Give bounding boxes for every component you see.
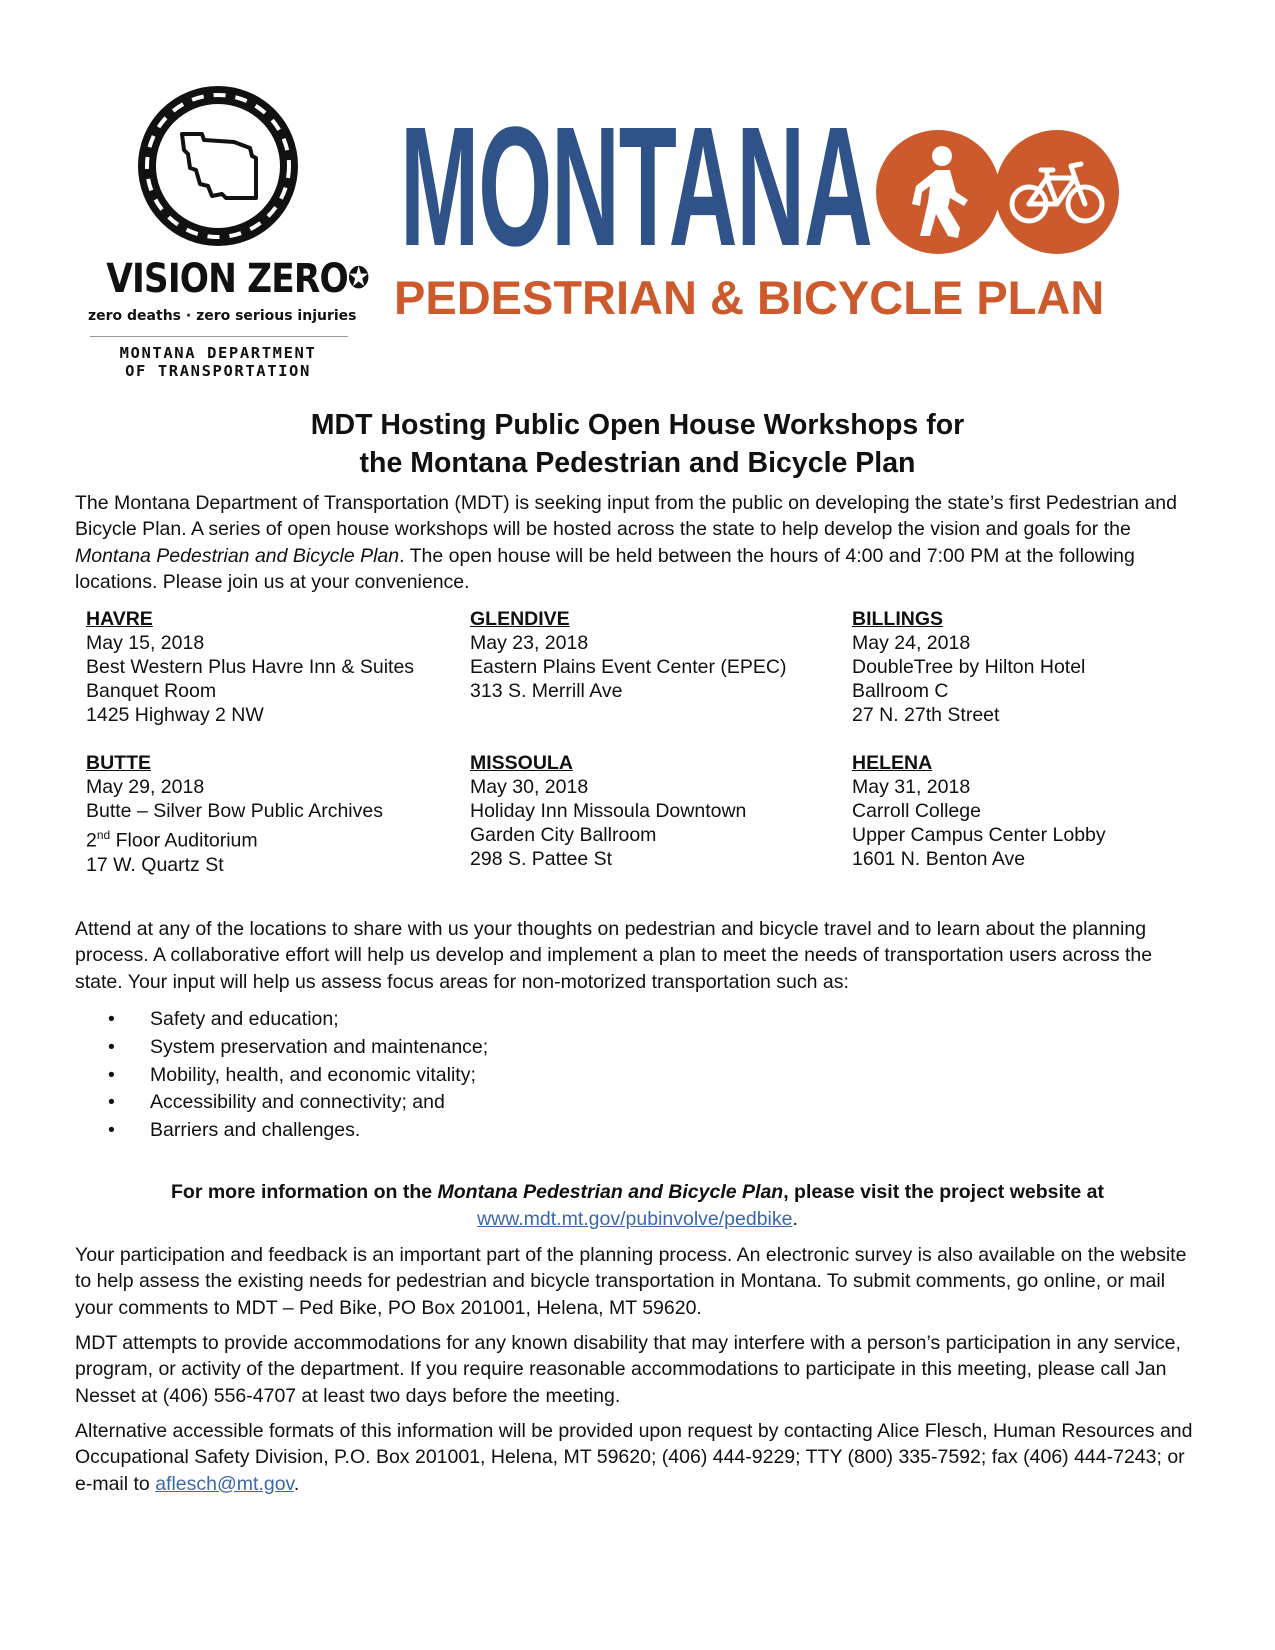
page-title: [0, 406, 1275, 482]
location-address: 1601 N. Benton Ave: [852, 848, 1026, 870]
location-address: 27 N. 27th Street: [852, 704, 1000, 726]
list-item: • System preservation and maintenance;: [108, 1034, 1008, 1062]
bullet-icon: •: [108, 1063, 115, 1086]
project-website-link[interactable]: www.mdt.mt.gov/pubinvolve/pedbike: [477, 1207, 793, 1230]
location-city: MISSOULA: [470, 752, 573, 774]
page-title-line1: MDT Hosting Public Open House Workshops for: [310, 409, 965, 441]
more-info: For more information on the Montana Pedestrian and Bicycle Plan, please visit the project website at www.mdt.mt.gov/pubinvolve/pedbike.: [171, 1181, 1104, 1230]
location-glendive: [470, 607, 850, 703]
location-helena: [852, 751, 1232, 871]
plan-name: Montana Pedestrian and Bicycle Plan: [437, 1181, 784, 1203]
location-missoula: [470, 751, 850, 871]
location-room: Ballroom C: [852, 680, 949, 702]
bullet-icon: •: [108, 1091, 115, 1114]
location-billings: [852, 607, 1232, 727]
location-city: BILLINGS: [852, 608, 943, 630]
list-item: • Safety and education;: [108, 1006, 1008, 1034]
intro-paragraph: The Montana Department of Transportation (MDT) is seeking input from the public on developing the state’s first Pedestrian and Bicycle Plan. A series of open house workshops will be hosted across the state to help develop the vision and goals for the Montana Pedestrian and Bicycle Plan. The open house will be held between the hours of 4:00 and 7:00 PM at the following locations. Please join us at your convenience.: [75, 492, 1177, 593]
location-room: Banquet Room: [86, 680, 217, 702]
location-venue: Holiday Inn Missoula Downtown: [470, 800, 747, 822]
location-city: GLENDIVE: [470, 608, 570, 630]
location-address: 1425 Highway 2 NW: [86, 704, 264, 726]
department-name-line2: OF TRANSPORTATION: [125, 362, 311, 380]
department-name: [88, 344, 348, 380]
star-icon: ✪: [347, 261, 369, 296]
vision-zero-logo: [88, 86, 369, 386]
location-address: 298 S. Pattee St: [470, 848, 613, 870]
accommodation-paragraph: MDT attempts to provide accommodations for any known disability that may interfere with a person’s participation in any service, program, or activity of the department. If you require reasonable accommodations to participate in this meeting, please call Jan Nesset at (406) 556-4707 at least two days before the meeting.: [75, 1332, 1181, 1407]
list-item: • Accessibility and connectivity; and: [108, 1089, 1008, 1117]
divider: [90, 336, 348, 337]
location-city: HAVRE: [86, 608, 153, 630]
attend-paragraph: Attend at any of the locations to share with us your thoughts on pedestrian and bicycle travel and to learn about the planning process. A collaborative effort will help us develop and implement a plan to meet the needs of transportation users across the state. Your input will help us assess focus areas for non-motorized transportation such as:: [75, 918, 1153, 993]
location-room: Upper Campus Center Lobby: [852, 824, 1106, 846]
department-name-line1: MONTANA DEPARTMENT: [119, 344, 317, 362]
location-date: May 23, 2018: [470, 632, 589, 654]
location-venue: Butte – Silver Bow Public Archives: [86, 800, 383, 822]
location-date: May 31, 2018: [852, 776, 971, 798]
pedestrian-icon: [876, 130, 1000, 254]
participation-paragraph: Your participation and feedback is an important part of the planning process. An electronic survey is also available on the website to help assess the existing needs for pedestrian and bicycle transportation in Montana. To submit comments, go online, or mail your comments to MDT – Ped Bike, PO Box 201001, Helena, MT 59620.: [75, 1244, 1187, 1319]
list-item: • Mobility, health, and economic vitality;: [108, 1062, 1008, 1090]
list-item: • Barriers and challenges.: [108, 1117, 1008, 1145]
bullet-icon: •: [108, 1035, 115, 1058]
bullet-icon: •: [108, 1119, 115, 1142]
location-date: May 30, 2018: [470, 776, 589, 798]
location-city: HELENA: [852, 752, 933, 774]
plan-logo-subtitle: PEDESTRIAN & BICYCLE PLAN: [394, 271, 1105, 324]
location-venue: Eastern Plains Event Center (EPEC): [470, 656, 787, 678]
location-city: BUTTE: [86, 752, 151, 774]
bicycle-icon: [995, 130, 1119, 254]
montana-wheel-icon: [138, 86, 298, 246]
bullet-icon: •: [108, 1008, 115, 1030]
location-address: 17 W. Quartz St: [86, 853, 224, 876]
vision-zero-tagline: zero deaths · zero serious injuries: [88, 308, 357, 324]
location-venue: Best Western Plus Havre Inn & Suites: [86, 656, 415, 678]
location-date: May 15, 2018: [86, 632, 205, 654]
plan-logo-wordmark: MONTANA: [400, 92, 872, 282]
location-butte: [86, 751, 466, 877]
location-havre: [86, 607, 466, 727]
plan-name: Montana Pedestrian and Bicycle Plan: [75, 544, 400, 567]
page-title-line2: the Montana Pedestrian and Bicycle Plan: [359, 447, 916, 479]
focus-areas-list: [108, 1006, 1008, 1145]
email-link[interactable]: aflesch@mt.gov: [155, 1472, 294, 1495]
location-date: May 29, 2018: [86, 776, 205, 798]
location-room: Garden City Ballroom: [470, 824, 657, 846]
location-room: 2nd Floor Auditorium: [86, 828, 258, 852]
location-venue: Carroll College: [852, 800, 981, 822]
location-date: May 24, 2018: [852, 632, 971, 654]
alternative-formats-paragraph: Alternative accessible formats of this information will be provided upon request by contacting Alice Flesch, Human Resources and Occupational Safety Division, P.O. Box 201001, Helena, MT 59620; (406) 444-9229; TTY (800) 335-7592; fax (406) 444-7243; or e-mail to aflesch@mt.gov.: [75, 1420, 1193, 1495]
location-venue: DoubleTree by Hilton Hotel: [852, 656, 1086, 678]
location-address: 313 S. Merrill Ave: [470, 680, 623, 702]
vision-zero-title: VISION ZERO✪: [106, 256, 369, 302]
